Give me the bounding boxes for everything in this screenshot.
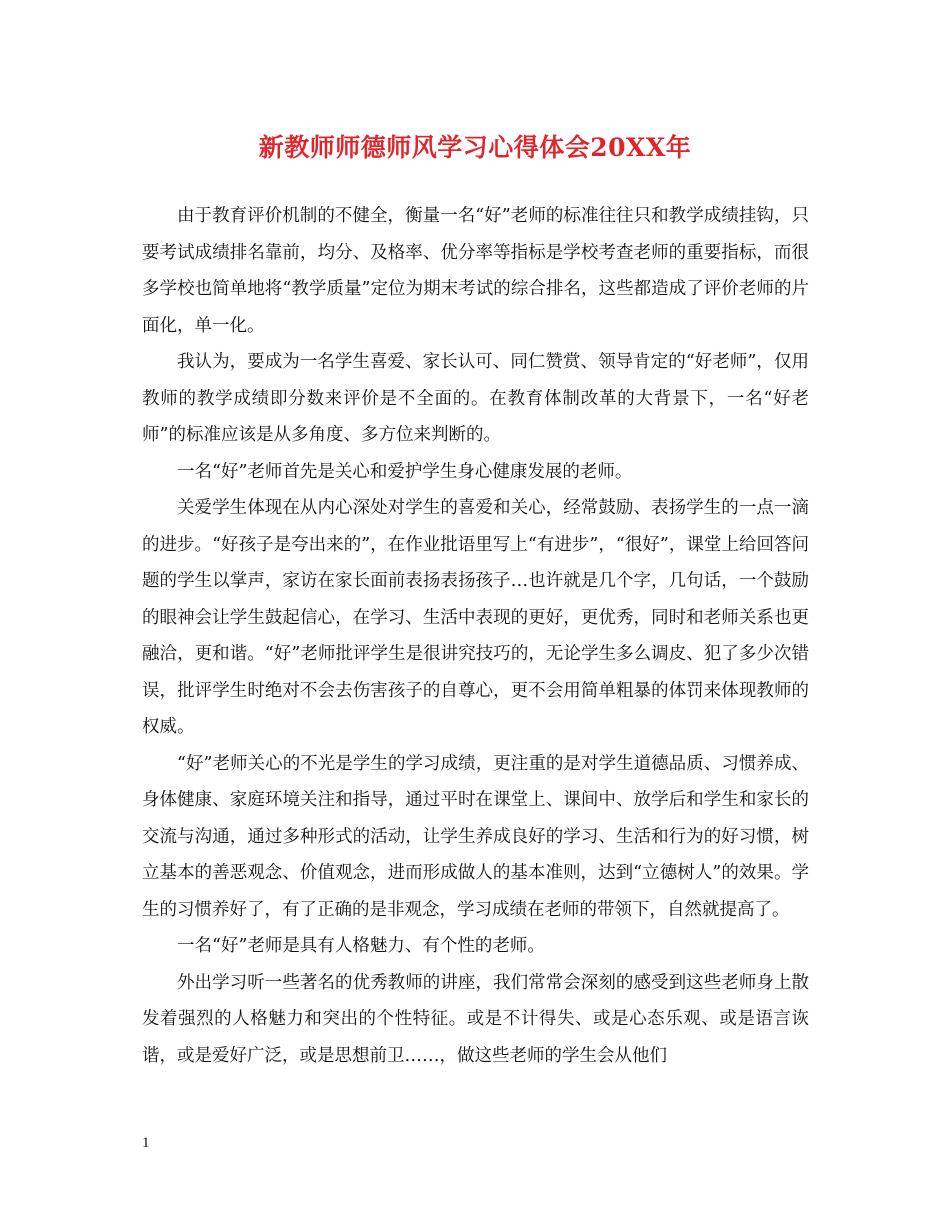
document-body [142,198,809,1074]
paragraph-5: “好”老师关心的不光是学生的学习成绩，更注重的是对学生道德品质、习惯养成、身体健康、家庭环境关注和指导，通过平时在课堂上、课间中、放学后和学生和家长的交流与沟通，通过多种形式的活动，让学生养成良好的学习、生活和行为的好习惯，树立基本的善恶观念、价值观念，进而形成做人的基本准则，达到“立德树人”的效果。学生的习惯养好了，有了正确的是非观念，学习成绩在老师的带领下，自然就提高了。 [142,753,809,920]
paragraph-4: 关爱学生体现在从内心深处对学生的喜爱和关心，经常鼓励、表扬学生的一点一滴的进步。“好孩子是夸出来的”，在作业批语里写上“有进步”，“很好”，课堂上给回答问题的学生以掌声，家访在家长面前表扬表扬孩子…也许就是几个字，几句话，一个鼓励的眼神会让学生鼓起信心，在学习、生活中表现的更好，更优秀，同时和老师关系也更融洽，更和谐。“好”老师批评学生是很讲究技巧的，无论学生多么调皮、犯了多少次错误，批评学生时绝对不会去伤害孩子的自尊心，更不会用简单粗暴的体罚来体现教师的权威。 [142,498,809,737]
paragraph-3: 一名“好”老师首先是关心和爱护学生身心健康发展的老师。 [177,461,633,482]
paragraph-2: 我认为，要成为一名学生喜爱、家长认可、同仁赞赏、领导肯定的“好老师”，仅用教师的教学成绩即分数来评价是不全面的。在教育体制改革的大背景下，一名“好老师”的标准应该是从多角度、多方位来判断的。 [142,352,809,445]
page-title: 新教师师德师风学习心得体会20XX年 [258,133,692,162]
paragraph-7: 外出学习听一些著名的优秀教师的讲座，我们常常会深刻的感受到这些老师身上散发着强烈的人格魅力和突出的个性特征。或是不计得失、或是心态乐观、或是语言诙谐，或是爱好广泛，或是思想前卫……，做这些老师的学生会从他们 [142,972,809,1066]
paragraph-6: 一名“好”老师是具有人格魅力、有个性的老师。 [177,936,545,956]
paragraph-1: 由于教育评价机制的不健全，衡量一名“好”老师的标准往往只和教学成绩挂钩，只要考试成绩排名靠前，均分、及格率、优分率等指标是学校考查老师的重要指标，而很多学校也简单地将“教学质量”定位为期末考试的综合排名，这些都造成了评价老师的片面化，单一化。 [142,206,809,336]
page-number: 1 [142,1135,150,1151]
